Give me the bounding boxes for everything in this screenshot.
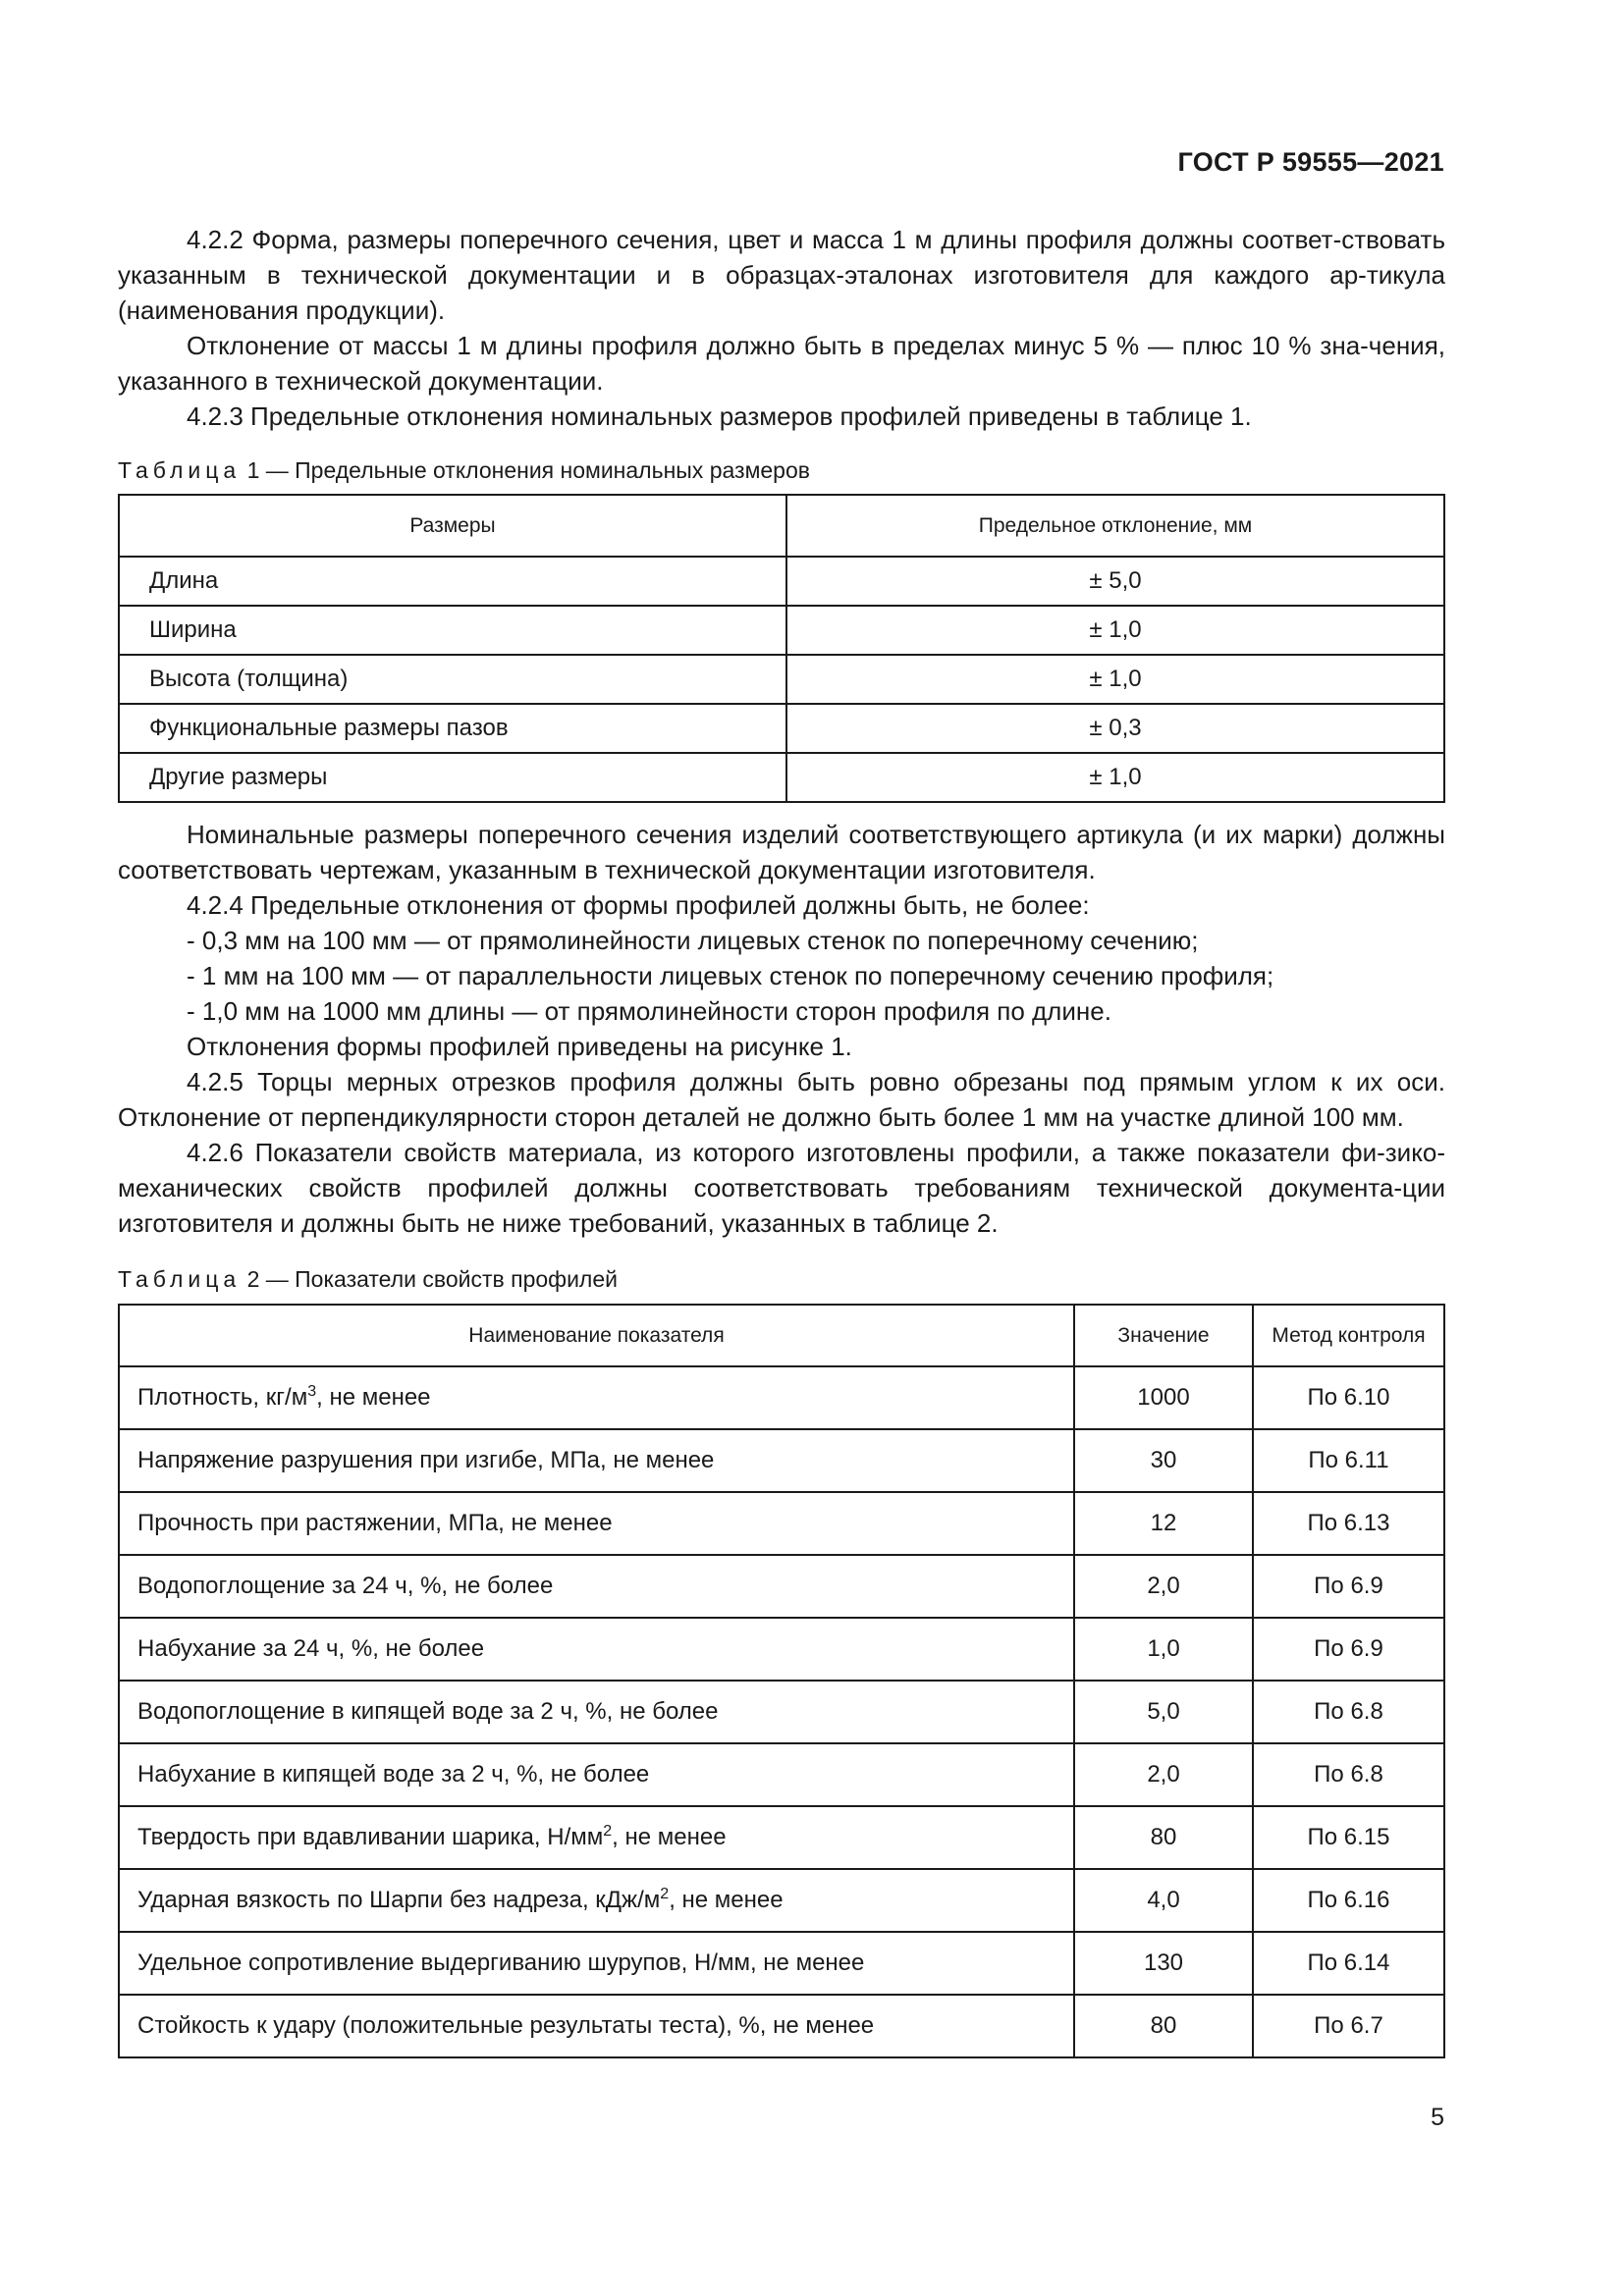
paragraph-4-2-4: 4.2.4 Предельные отклонения от формы профилей должны быть, не более:	[187, 890, 1090, 920]
paragraph-4-2-3: 4.2.3 Предельные отклонения номинальных размеров профилей приведены в таблице 1.	[187, 401, 1252, 431]
table-row	[119, 655, 1444, 704]
table2-cell-name: Удельное сопротивление выдергиванию шурупов, Н/мм, не менее	[119, 1932, 1074, 1995]
table-profile-properties	[118, 1304, 1445, 2058]
table1-cell-dimension: Длина	[119, 557, 786, 606]
superscript: 2	[660, 1886, 670, 1902]
table1-header-tolerance: Предельное отклонение, мм	[786, 495, 1444, 557]
table-row	[119, 1995, 1444, 2057]
table2-cell-name	[119, 1806, 1074, 1869]
table2-cell-method: По 6.8	[1253, 1681, 1444, 1743]
table2-cell-value: 1,0	[1074, 1618, 1253, 1681]
table2-cell-name-text: Плотность, кг/м	[137, 1384, 308, 1411]
table-row	[119, 606, 1444, 655]
table1-caption	[118, 455, 1445, 485]
table-row	[119, 1366, 1444, 1429]
table-row	[119, 704, 1444, 753]
paragraph-4-2-5: 4.2.5 Торцы мерных отрезков профиля должны быть ровно обрезаны под прямым углом к их оси. Отклонение от перпендикулярности сторон деталей не должно быть более 1 мм на участке длиной 100 мм.	[118, 1067, 1445, 1132]
paragraph-mass-deviation: Отклонение от массы 1 м длины профиля должно быть в пределах минус 5 % — плюс 10 % зна-чения, указанного в технической документации.	[118, 331, 1445, 396]
table-row	[119, 1869, 1444, 1932]
table1-header-row	[119, 495, 1444, 557]
table1-cell-tolerance: ± 1,0	[786, 606, 1444, 655]
table2-cell-method: По 6.15	[1253, 1806, 1444, 1869]
table2-cell-value: 2,0	[1074, 1555, 1253, 1618]
table2-cell-name: Напряжение разрушения при изгибе, МПа, не менее	[119, 1429, 1074, 1492]
table2-cell-name-tail: , не менее	[316, 1384, 431, 1411]
table2-cell-method: По 6.16	[1253, 1869, 1444, 1932]
table-row	[119, 753, 1444, 802]
table2-cell-value: 1000	[1074, 1366, 1253, 1429]
table2-cell-method: По 6.11	[1253, 1429, 1444, 1492]
table2-cell-value: 130	[1074, 1932, 1253, 1995]
table2-cell-method: По 6.7	[1253, 1995, 1444, 2057]
table2-caption	[118, 1264, 1445, 1294]
table2-cell-name-tail: , не менее	[612, 1824, 727, 1850]
table2-caption-label: Таблица	[118, 1266, 242, 1292]
table1-cell-dimension: Функциональные размеры пазов	[119, 704, 786, 753]
table2-cell-method: По 6.8	[1253, 1743, 1444, 1806]
table2-cell-name: Стойкость к удару (положительные результаты теста), %, не менее	[119, 1995, 1074, 2057]
table2-cell-value: 30	[1074, 1429, 1253, 1492]
table2-cell-value: 5,0	[1074, 1681, 1253, 1743]
table2-cell-name: Набухание за 24 ч, %, не более	[119, 1618, 1074, 1681]
superscript: 2	[603, 1823, 613, 1840]
table2-cell-name	[119, 1869, 1074, 1932]
table2-cell-name: Водопоглощение в кипящей воде за 2 ч, %, не более	[119, 1681, 1074, 1743]
superscript: 3	[307, 1383, 317, 1400]
table-row	[119, 1681, 1444, 1743]
table1-cell-tolerance: ± 0,3	[786, 704, 1444, 753]
table1-cell-tolerance: ± 1,0	[786, 655, 1444, 704]
list-item: - 0,3 мм на 100 мм — от прямолинейности лицевых стенок по поперечному сечению;	[187, 926, 1199, 955]
table2-caption-text: 2 — Показатели свойств профилей	[246, 1266, 618, 1292]
table-row	[119, 1555, 1444, 1618]
list-item: - 1,0 мм на 1000 мм длины — от прямолинейности сторон профиля по длине.	[187, 996, 1111, 1026]
paragraph-nominal-dimensions: Номинальные размеры поперечного сечения изделий соответствующего артикула (и их марки) должны соответствовать чертежам, указанным в технической документации изготовителя.	[118, 820, 1445, 884]
table-row	[119, 1618, 1444, 1681]
table2-cell-method: По 6.13	[1253, 1492, 1444, 1555]
table-row	[119, 1492, 1444, 1555]
table2-cell-name-text: Твердость при вдавливании шарика, Н/мм	[137, 1824, 604, 1850]
table2-cell-method: По 6.10	[1253, 1366, 1444, 1429]
paragraph-4-2-2: 4.2.2 Форма, размеры поперечного сечения, цвет и масса 1 м длины профиля должны соответ-ствовать указанным в технической документации и в образцах-эталонах изготовителя для каждого ар-тикула (наименования продукции).	[118, 225, 1445, 325]
table2-cell-value: 80	[1074, 1806, 1253, 1869]
table1-cell-dimension: Ширина	[119, 606, 786, 655]
table1-header-dimensions: Размеры	[119, 495, 786, 557]
table1-cell-dimension: Другие размеры	[119, 753, 786, 802]
table2-header-method: Метод контроля	[1253, 1305, 1444, 1366]
table-row	[119, 1429, 1444, 1492]
table-row	[119, 1806, 1444, 1869]
table1-cell-tolerance: ± 5,0	[786, 557, 1444, 606]
table2-cell-value: 4,0	[1074, 1869, 1253, 1932]
table2-cell-value: 12	[1074, 1492, 1253, 1555]
table2-cell-method: По 6.9	[1253, 1618, 1444, 1681]
table2-cell-method: По 6.9	[1253, 1555, 1444, 1618]
table1-cell-dimension: Высота (толщина)	[119, 655, 786, 704]
table2-cell-name: Набухание в кипящей воде за 2 ч, %, не более	[119, 1743, 1074, 1806]
table2-header-row	[119, 1305, 1444, 1366]
list-item: - 1 мм на 100 мм — от параллельности лицевых стенок по поперечному сечению профиля;	[187, 961, 1274, 990]
table2-header-value: Значение	[1074, 1305, 1253, 1366]
page-number: 5	[1431, 2104, 1444, 2131]
table1-caption-label: Таблица	[118, 457, 242, 483]
table2-cell-method: По 6.14	[1253, 1932, 1444, 1995]
page-content	[118, 222, 1445, 2058]
table2-cell-name-text: Ударная вязкость по Шарпи без надреза, кДж/м	[137, 1887, 661, 1913]
paragraph-4-2-6: 4.2.6 Показатели свойств материала, из которого изготовлены профили, а также показатели фи-зико-механических свойств профилей должны соответствовать требованиям технической документа-ции изготовителя и должны быть не ниже требований, указанных в таблице 2.	[118, 1138, 1445, 1238]
table1-caption-text: 1 — Предельные отклонения номинальных размеров	[246, 457, 810, 483]
table2-cell-name-tail: , не менее	[669, 1887, 784, 1913]
table2-cell-name: Водопоглощение за 24 ч, %, не более	[119, 1555, 1074, 1618]
table2-cell-name	[119, 1366, 1074, 1429]
table2-cell-name: Прочность при растяжении, МПа, не менее	[119, 1492, 1074, 1555]
paragraph-figure-reference: Отклонения формы профилей приведены на рисунке 1.	[187, 1032, 852, 1061]
table-dimension-tolerances	[118, 494, 1445, 803]
table1-cell-tolerance: ± 1,0	[786, 753, 1444, 802]
table2-header-name: Наименование показателя	[119, 1305, 1074, 1366]
document-code: ГОСТ Р 59555—2021	[1177, 147, 1444, 177]
table-row	[119, 1932, 1444, 1995]
table2-cell-value: 2,0	[1074, 1743, 1253, 1806]
table-row	[119, 557, 1444, 606]
table2-cell-value: 80	[1074, 1995, 1253, 2057]
table-row	[119, 1743, 1444, 1806]
